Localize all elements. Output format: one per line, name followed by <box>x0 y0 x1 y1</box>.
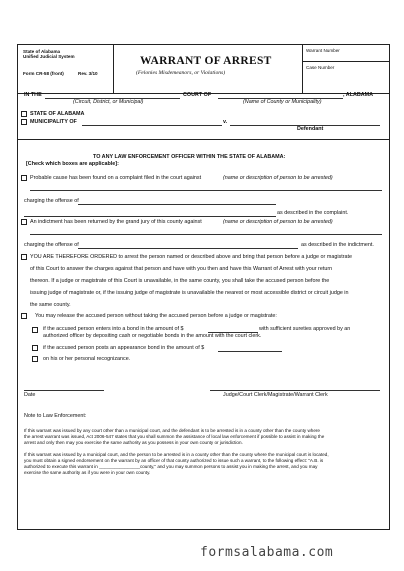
as-described-complaint: as described in the complaint. <box>277 210 349 216</box>
indictment-checkbox[interactable] <box>21 219 27 225</box>
check-which-label: [Check which boxes are applicable]: <box>26 161 119 167</box>
offense-field-1[interactable] <box>78 204 276 205</box>
form-number: Form CR-58 (front) <box>23 71 64 76</box>
charging-offense-label-2: charging the offense of <box>24 242 79 248</box>
recognizance-checkbox[interactable] <box>32 356 38 362</box>
ordered-line-1: YOU ARE THEREFORE ORDERED to arrest the person named or described above and bring that person before a judge or magistrate <box>30 254 352 260</box>
as-described-indictment: as described in the indictment. <box>301 242 374 248</box>
indictment-label: An indictment has been returned by the grand jury of this county against <box>30 219 202 225</box>
bond-checkbox[interactable] <box>32 327 38 333</box>
ordered-line-3: thereon. If a judge or magistrate of this Court is unavailable, in the same county, you shall take the accused person before the <box>30 278 330 284</box>
bond-deposit-label: authorized officer by depositing cash or negotiable bonds in the amount with the court clerk. <box>43 333 262 339</box>
header-left <box>18 45 114 94</box>
note-1-line-a: If this warrant was issued by any court other than a municipal court, and the defendant is to be arrested is in a county other than the county where <box>24 428 320 433</box>
offense-field-1b[interactable] <box>24 216 276 217</box>
person-field-2[interactable] <box>30 234 382 235</box>
bond-sureties-label: with sufficient sureties approved by an <box>259 326 351 332</box>
date-field[interactable] <box>24 390 104 391</box>
release-label: You may release the accused person without taking the accused person before a judge or magistrate: <box>35 313 277 319</box>
judge-signature-field[interactable] <box>210 390 380 391</box>
ordered-line-4: issuing judge of magistrate or, if the issuing judge of magistrate is unavailable the nearest or most accessible district or circuit judge in <box>30 290 349 296</box>
page-subtitle: (Felonies Misdemeanors, or Violations) <box>136 70 226 76</box>
judge-label: Judge/Court Clerk/Magistrate/Warrant Clerk <box>223 392 328 398</box>
note-1-line-b: the arrest warrant was issued, Act 2006-547 states that you shall summon the assistance of local law enforcement if possible to assist in making the <box>24 434 325 439</box>
municipality-field[interactable] <box>82 125 222 126</box>
appearance-bond-label: if the accused person posts an appearance bond in the amount of $ <box>43 345 205 351</box>
in-the-label: IN THE <box>24 92 42 98</box>
county-hint: (Name of County or Municipality) <box>243 99 322 105</box>
state-of-alabama-checkbox[interactable] <box>21 111 27 117</box>
note-label: Note to Law Enforcement: <box>24 413 87 419</box>
ordered-checkbox[interactable] <box>21 254 27 260</box>
offense-field-2[interactable] <box>78 248 298 249</box>
defendant-label: Defendant <box>297 126 324 132</box>
municipality-label: MUNICIPALITY OF <box>30 119 77 125</box>
warrant-form <box>17 44 390 530</box>
versus-label: v. <box>223 119 228 125</box>
probable-cause-label: Probable cause has been found on a complaint filed in the court against <box>30 175 202 181</box>
section-divider <box>18 139 389 140</box>
indictment-hint: (name or description of person to be arrested) <box>223 219 333 225</box>
body-heading: TO ANY LAW ENFORCEMENT OFFICER WITHIN THE STATE OF ALABAMA: <box>93 154 286 160</box>
release-checkbox[interactable] <box>21 313 27 319</box>
alabama-label: , ALABAMA <box>343 92 374 98</box>
page-title: WARRANT OF ARREST <box>140 55 272 67</box>
header-right <box>302 45 389 94</box>
appearance-bond-field[interactable] <box>218 351 282 352</box>
charging-offense-label: charging the offense of <box>24 198 79 204</box>
municipality-checkbox[interactable] <box>21 119 27 125</box>
court-of-label: COURT OF <box>183 92 212 98</box>
state-label: State of Alabama <box>23 49 61 54</box>
probable-cause-checkbox[interactable] <box>21 175 27 181</box>
ordered-line-5: the same county. <box>30 302 71 308</box>
ordered-line-2: of this Court to answer the charges against that person and have with you then and have this Warrant of Arrest with your return <box>30 266 333 272</box>
state-of-alabama-label: STATE OF ALABAMA <box>30 111 85 117</box>
note-2-line-a: If this warrant was issued by a municipal court, and the person to be arrested is in a county other than the county where the municipal court is located, <box>24 452 329 457</box>
circuit-hint: (Circuit, District, or Municipal) <box>73 99 144 105</box>
probable-cause-hint: (name or description of person to be arrested) <box>223 175 333 181</box>
note-2-line-d: exercise the same authority as if you were in your own county. <box>24 470 151 475</box>
recognizance-label: on his or her personal recognizance. <box>43 356 131 362</box>
person-field-1[interactable] <box>30 190 382 191</box>
warrant-number-label: Warrant Number <box>306 48 340 53</box>
form-header <box>18 45 389 94</box>
revision: Rev. 3/10 <box>78 71 98 76</box>
note-2-line-c: authorized to execute this warrant in ________________county," and you may summon persons to assist you in making the arrest, and you may <box>24 464 318 469</box>
system-label: Unified Judicial System <box>23 54 75 59</box>
note-2-line-b: you must obtain a signed endorsement on the warrant by an officer of that county authorized to issue such a warrant, to the following effect: "A.B. is <box>24 458 324 463</box>
watermark-text: formsalabama.com <box>200 545 334 560</box>
case-number-label: Case Number <box>306 65 335 70</box>
appearance-bond-checkbox[interactable] <box>32 345 38 351</box>
note-1-line-c: arrest and only then may you exercise the same authority as you possess in your own county or jurisdiction. <box>24 440 243 445</box>
date-label: Date <box>24 392 36 398</box>
bond-label: if the accused person enters into a bond in the amount of $ <box>43 326 184 332</box>
